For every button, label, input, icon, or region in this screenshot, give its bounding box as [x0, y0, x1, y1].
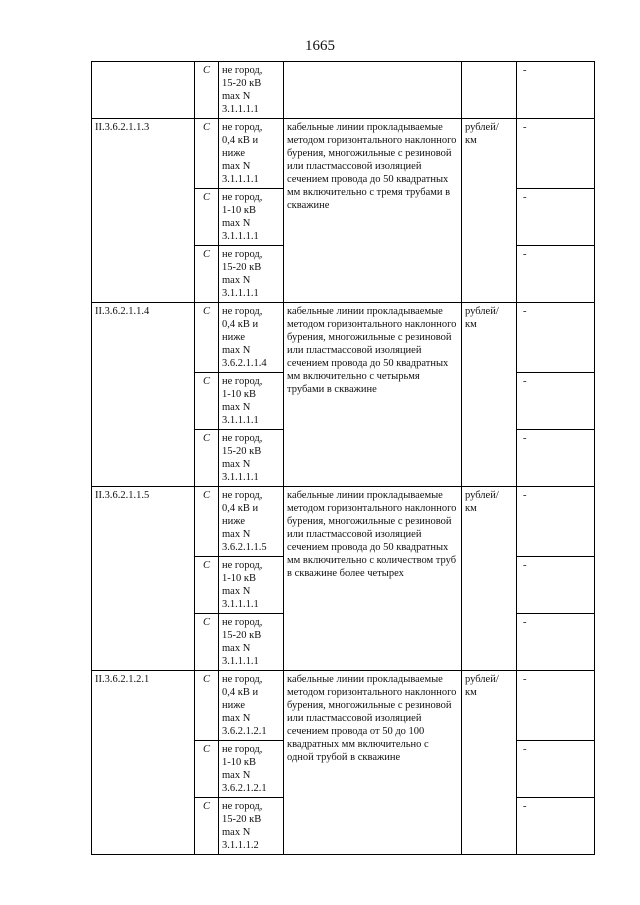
- cell-category: С: [195, 671, 219, 741]
- cell-description: кабельные линии прокладываемые методом горизонтального наклонного бурения, многожильные с резиновой или пластмассовой изоляцией сечением провода до 50 квадратных мм включительно с тремя трубами в скважине: [284, 119, 462, 303]
- cell-category: С: [195, 487, 219, 557]
- table-row: [92, 119, 595, 189]
- cell-category: С: [195, 430, 219, 487]
- cell-condition: не город, 0,4 кВ и ниже max N 3.1.1.1.1: [219, 119, 284, 189]
- cell-value: -: [517, 189, 595, 246]
- cell-category: С: [195, 614, 219, 671]
- cell-value: -: [517, 303, 595, 373]
- rate-table-body: [92, 62, 595, 855]
- table-row: [92, 671, 595, 741]
- cell-condition: не город, 15-20 кВ max N 3.1.1.1.1: [219, 62, 284, 119]
- cell-condition: не город, 0,4 кВ и ниже max N 3.6.2.1.2.1: [219, 671, 284, 741]
- page-number: 1665: [305, 38, 335, 54]
- cell-value: -: [517, 798, 595, 855]
- cell-category: С: [195, 246, 219, 303]
- cell-condition: не город, 1-10 кВ max N 3.6.2.1.2.1: [219, 741, 284, 798]
- cell-description: кабельные линии прокладываемые методом горизонтального наклонного бурения, многожильные с резиновой или пластмассовой изоляцией сечением провода до 50 квадратных мм включительно с четырьмя трубами в скважине: [284, 303, 462, 487]
- cell-value: -: [517, 614, 595, 671]
- cell-unit: рублей/ км: [462, 671, 517, 855]
- cell-unit: [462, 62, 517, 119]
- cell-category: С: [195, 303, 219, 373]
- cell-value: -: [517, 487, 595, 557]
- cell-value: -: [517, 62, 595, 119]
- cell-category: С: [195, 189, 219, 246]
- cell-category: С: [195, 798, 219, 855]
- cell-condition: не город, 15-20 кВ max N 3.1.1.1.1: [219, 614, 284, 671]
- cell-code: II.3.6.2.1.1.3: [92, 119, 195, 303]
- cell-category: С: [195, 557, 219, 614]
- cell-value: -: [517, 741, 595, 798]
- cell-condition: не город, 15-20 кВ max N 3.1.1.1.2: [219, 798, 284, 855]
- cell-description: кабельные линии прокладываемые методом горизонтального наклонного бурения, многожильные с резиновой или пластмассовой изоляцией сечением провода от 50 до 100 квадратных мм включительно с одной трубой в скважине: [284, 671, 462, 855]
- cell-condition: не город, 15-20 кВ max N 3.1.1.1.1: [219, 246, 284, 303]
- cell-value: -: [517, 246, 595, 303]
- cell-unit: рублей/ км: [462, 303, 517, 487]
- cell-value: -: [517, 671, 595, 741]
- table-row: [92, 303, 595, 373]
- cell-value: -: [517, 373, 595, 430]
- cell-category: С: [195, 119, 219, 189]
- cell-condition: не город, 1-10 кВ max N 3.1.1.1.1: [219, 373, 284, 430]
- cell-category: С: [195, 741, 219, 798]
- cell-code: II.3.6.2.1.2.1: [92, 671, 195, 855]
- cell-condition: не город, 0,4 кВ и ниже max N 3.6.2.1.1.5: [219, 487, 284, 557]
- cell-code: [92, 62, 195, 119]
- cell-unit: рублей/ км: [462, 119, 517, 303]
- cell-condition: не город, 1-10 кВ max N 3.1.1.1.1: [219, 189, 284, 246]
- cell-code: II.3.6.2.1.1.5: [92, 487, 195, 671]
- cell-category: С: [195, 373, 219, 430]
- rate-table: [91, 61, 595, 855]
- cell-condition: не город, 1-10 кВ max N 3.1.1.1.1: [219, 557, 284, 614]
- cell-condition: не город, 15-20 кВ max N 3.1.1.1.1: [219, 430, 284, 487]
- cell-code: II.3.6.2.1.1.4: [92, 303, 195, 487]
- table-row: [92, 62, 595, 119]
- cell-value: -: [517, 119, 595, 189]
- cell-value: -: [517, 557, 595, 614]
- cell-category: С: [195, 62, 219, 119]
- cell-condition: не город, 0,4 кВ и ниже max N 3.6.2.1.1.4: [219, 303, 284, 373]
- table-row: [92, 487, 595, 557]
- cell-unit: рублей/ км: [462, 487, 517, 671]
- cell-description: кабельные линии прокладываемые методом горизонтального наклонного бурения, многожильные с резиновой или пластмассовой изоляцией сечением провода до 50 квадратных мм включительно с количеством труб в скважине более четырех: [284, 487, 462, 671]
- cell-description: [284, 62, 462, 119]
- cell-value: -: [517, 430, 595, 487]
